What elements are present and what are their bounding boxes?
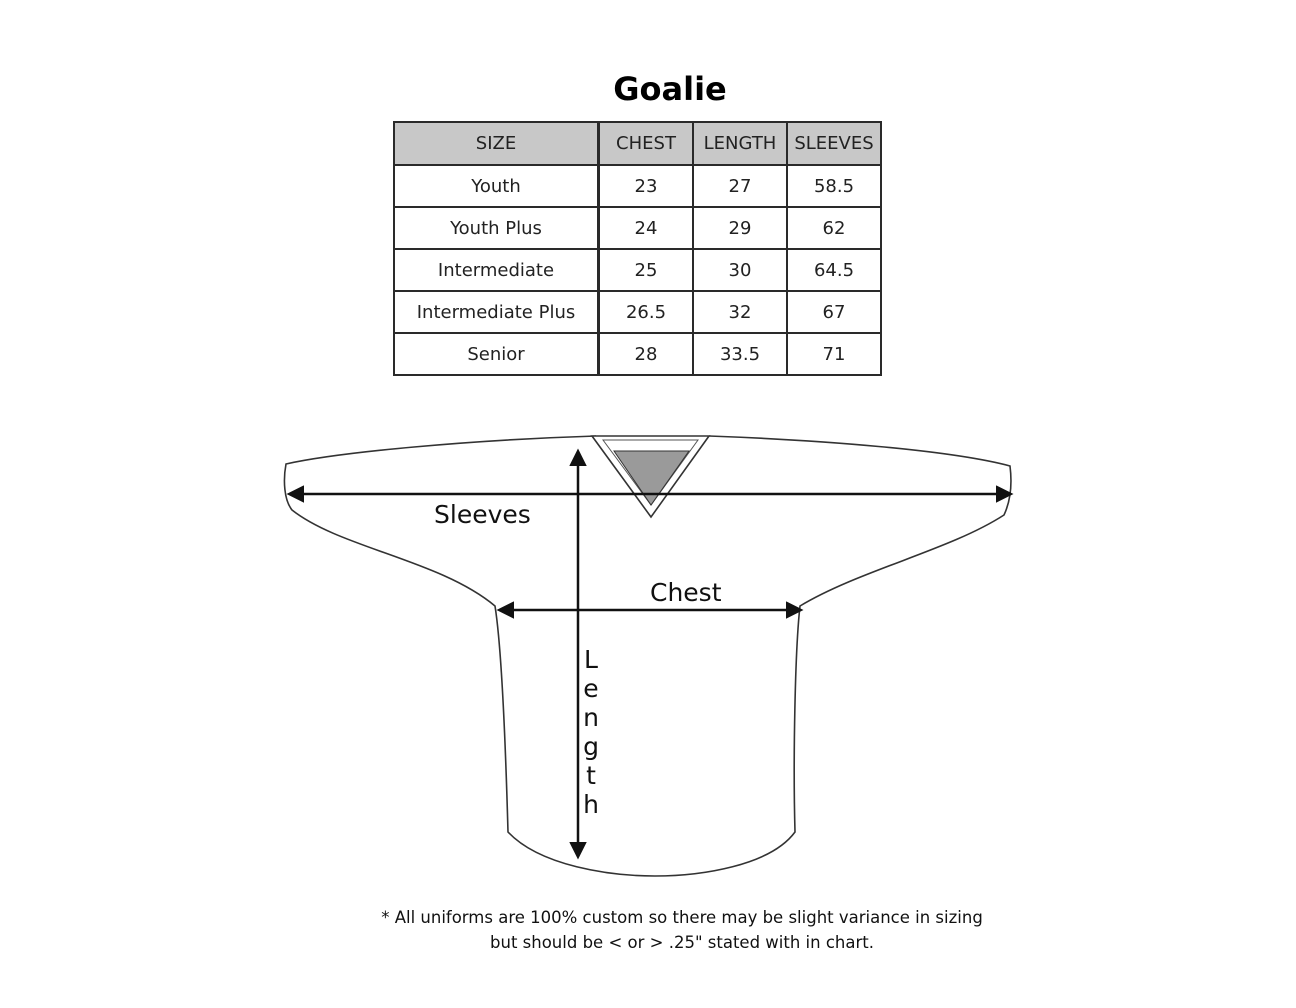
- length-label-letter: n: [583, 703, 599, 732]
- cell-sleeves: 67: [787, 291, 881, 333]
- cell-sleeves: 64.5: [787, 249, 881, 291]
- length-label: [580, 645, 602, 819]
- cell-size: Intermediate Plus: [394, 291, 599, 333]
- length-label-letter: L: [584, 645, 598, 674]
- cell-sleeves: 58.5: [787, 165, 881, 207]
- length-label-letter: h: [583, 790, 599, 819]
- cell-length: 29: [693, 207, 787, 249]
- cell-size: Intermediate: [394, 249, 599, 291]
- header-chest: CHEST: [599, 122, 694, 165]
- cell-size: Senior: [394, 333, 599, 375]
- chart-title: Goalie: [613, 70, 727, 108]
- cell-length: 30: [693, 249, 787, 291]
- cell-chest: 24: [599, 207, 694, 249]
- cell-size: Youth: [394, 165, 599, 207]
- footnote-line-1: * All uniforms are 100% custom so there may be slight variance in sizing: [381, 908, 983, 927]
- cell-length: 32: [693, 291, 787, 333]
- cell-chest: 23: [599, 165, 694, 207]
- cell-size: Youth Plus: [394, 207, 599, 249]
- cell-length: 33.5: [693, 333, 787, 375]
- footnote-line-2: but should be < or > .25" stated with in chart.: [490, 933, 874, 952]
- cell-sleeves: 71: [787, 333, 881, 375]
- cell-chest: 28: [599, 333, 694, 375]
- sleeves-label: Sleeves: [434, 500, 531, 529]
- cell-sleeves: 62: [787, 207, 881, 249]
- header-size: SIZE: [394, 122, 599, 165]
- cell-chest: 26.5: [599, 291, 694, 333]
- cell-length: 27: [693, 165, 787, 207]
- cell-chest: 25: [599, 249, 694, 291]
- header-length: LENGTH: [693, 122, 787, 165]
- footnote: [0, 905, 1296, 955]
- length-label-letter: t: [586, 761, 596, 790]
- header-sleeves: SLEEVES: [787, 122, 881, 165]
- length-label-letter: g: [583, 732, 599, 761]
- length-label-letter: e: [583, 674, 599, 703]
- chest-label: Chest: [650, 578, 722, 607]
